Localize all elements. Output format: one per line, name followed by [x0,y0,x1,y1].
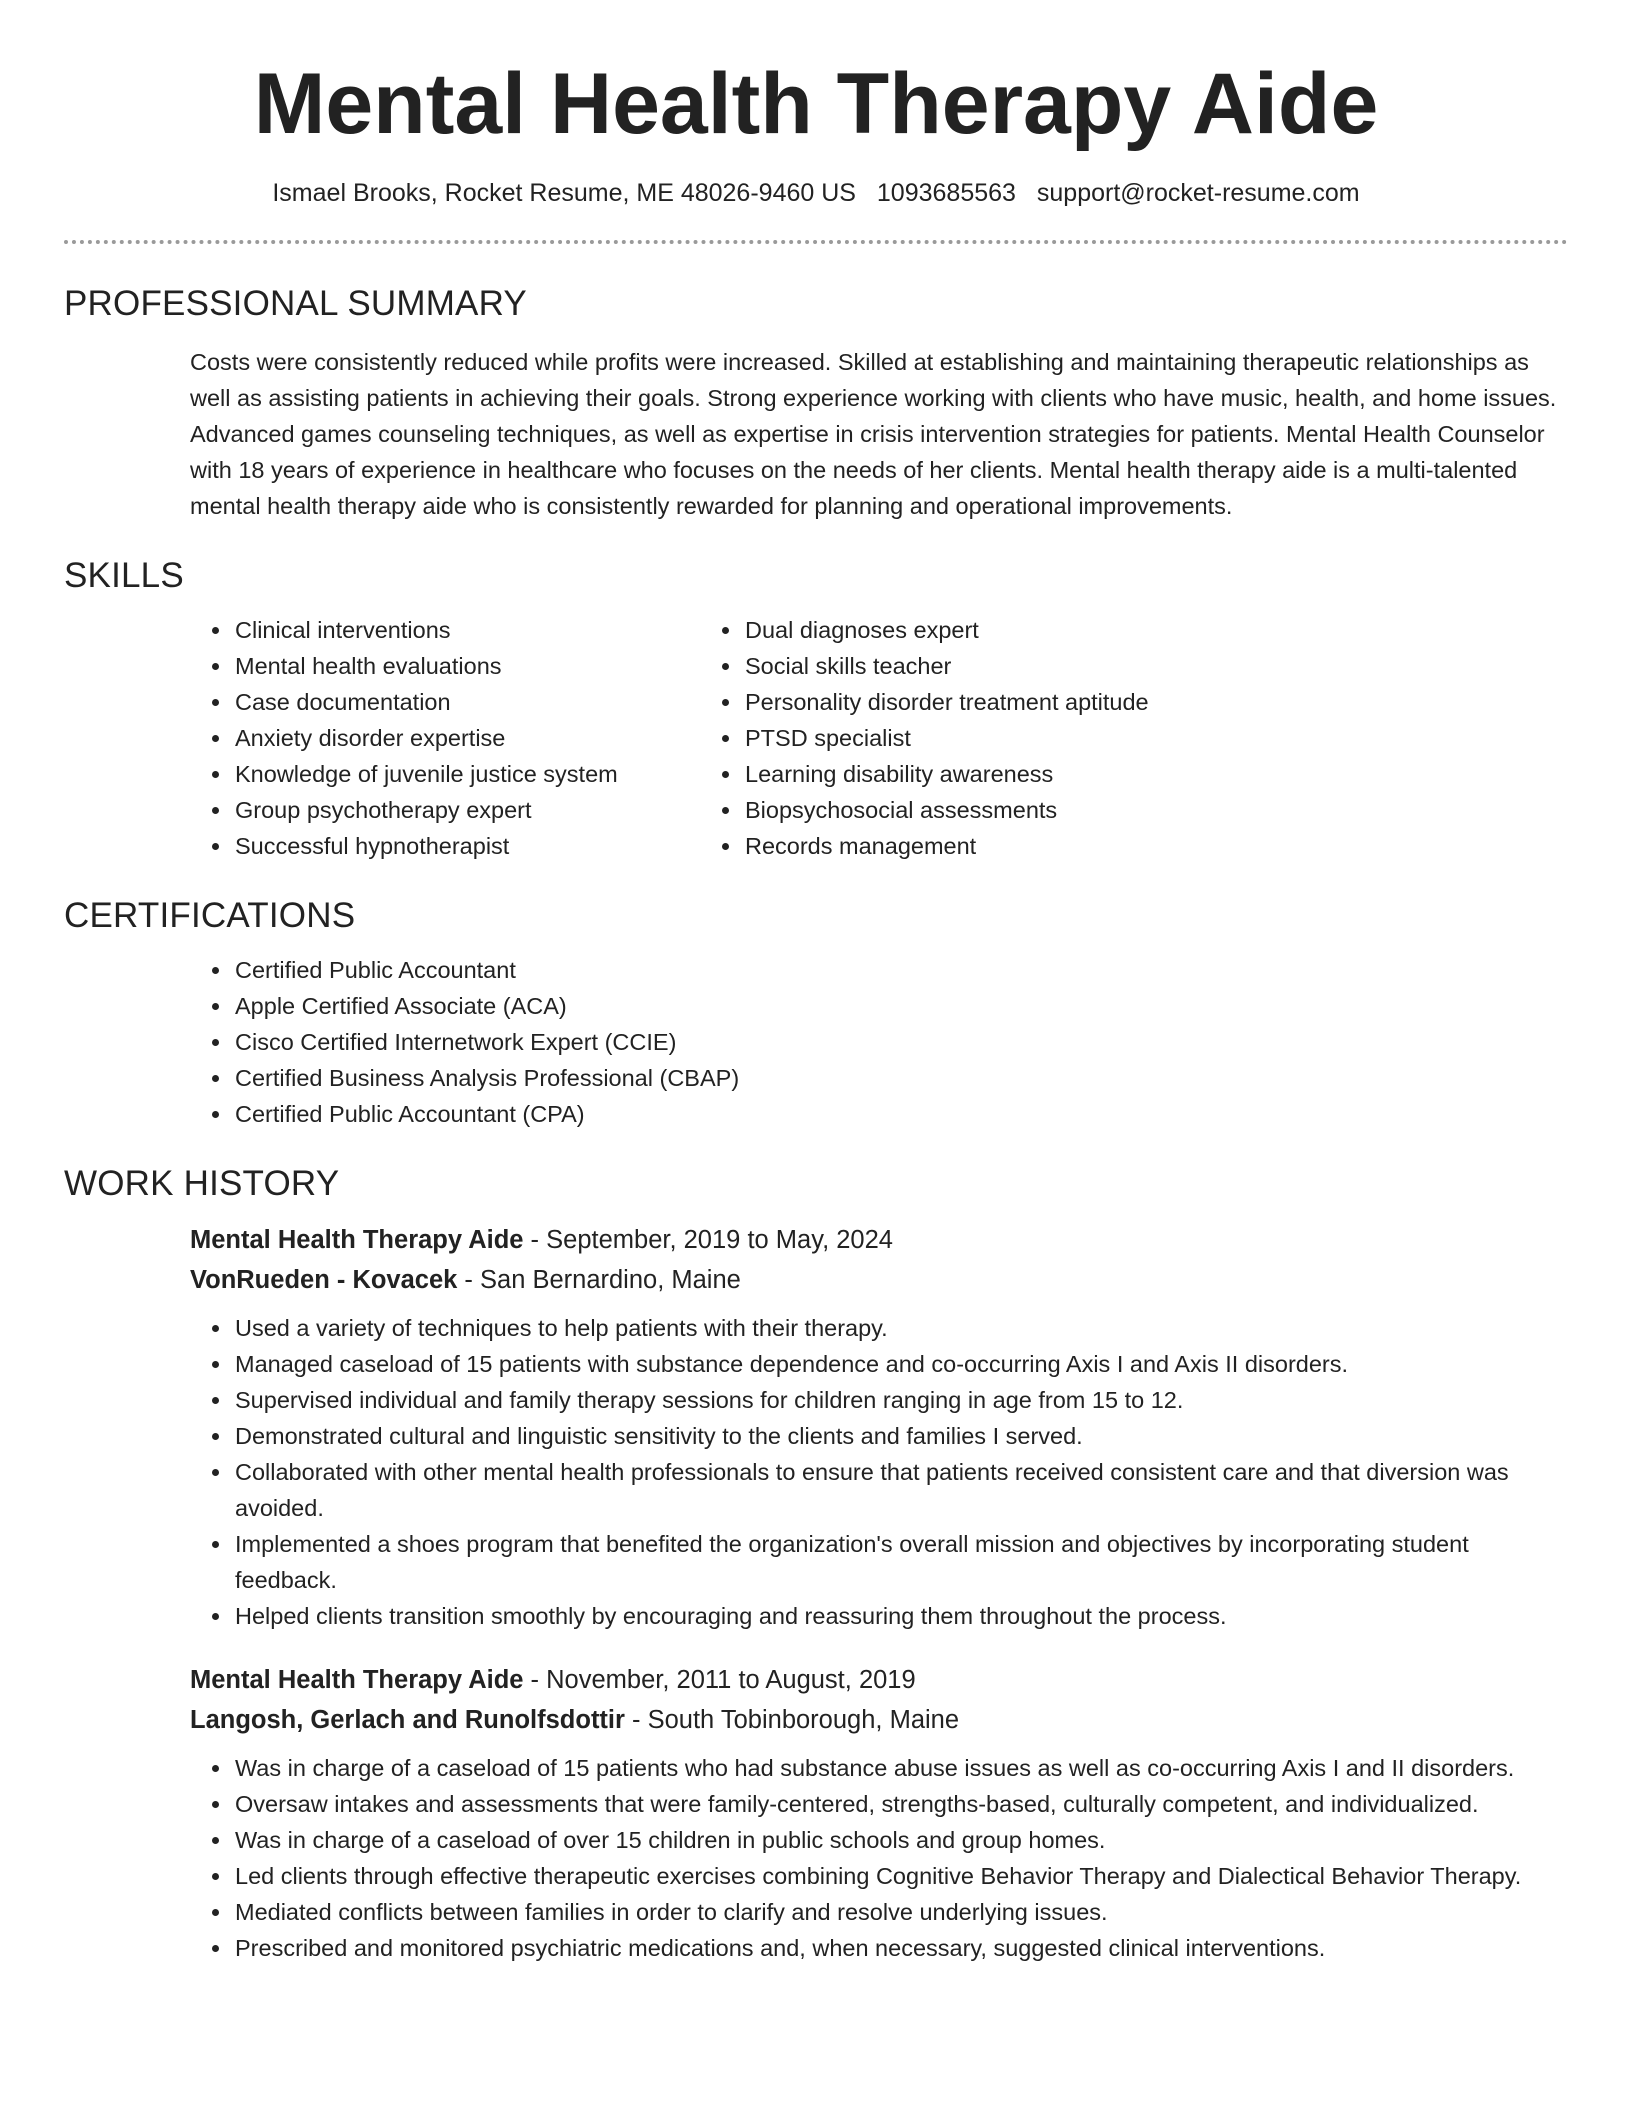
skill-item: • Successful hypnotherapist [233,828,744,864]
skills-heading: SKILLS [64,556,184,595]
skill-item: • Mental health evaluations [233,648,744,684]
certifications-heading: CERTIFICATIONS [64,896,356,935]
job-position: Mental Health Therapy Aide [190,1666,524,1694]
skill-item: • Records management [743,828,1568,864]
duty-item: • Led clients through effective therapeutic exercises combining Cognitive Behavior Therapy and Dialectical Behavior Therapy. [233,1858,1568,1894]
skill-item: • PTSD specialist [743,720,1568,756]
duty-item: • Managed caseload of 15 patients with substance dependence and co-occurring Axis I and Axis II disorders. [233,1346,1568,1382]
duty-item: • Oversaw intakes and assessments that were family-centered, strengths-based, culturally competent, and individualized. [233,1786,1568,1822]
skill-item: • Case documentation [233,684,744,720]
contact-address: Ismael Brooks, Rocket Resume, ME 48026-9460 US [272,179,856,207]
duty-item: • Implemented a shoes program that benefited the organization's overall mission and objectives by incorporating student feedback. [233,1526,1568,1598]
job-dates: - September, 2019 to May, 2024 [523,1226,893,1254]
job-duties-list [190,1750,1568,1966]
job-company: Langosh, Gerlach and Runolfsdottir [190,1706,625,1734]
job-dates: - November, 2011 to August, 2019 [523,1666,916,1694]
certification-item: • Apple Certified Associate (ACA) [233,988,1568,1024]
certification-item: • Certified Public Accountant (CPA) [233,1096,1568,1132]
job-entry [190,1660,1568,1966]
job-location: - San Bernardino, Maine [457,1266,741,1294]
job-company: VonRueden - Kovacek [190,1266,458,1294]
certifications-list [64,952,1568,1132]
job-duties-list [190,1310,1568,1634]
contact-email: support@rocket-resume.com [1036,179,1360,207]
skill-item: • Clinical interventions [233,612,744,648]
job-company-line [190,1260,1568,1300]
resume-title: Mental Health Therapy Aide [253,56,1379,152]
duty-item: • Supervised individual and family therapy sessions for children ranging in age from 15 to 12. [233,1382,1568,1418]
duty-item: • Was in charge of a caseload of 15 patients who had substance abuse issues as well as co-occurring Axis I and II disorders. [233,1750,1568,1786]
skill-item: • Social skills teacher [743,648,1568,684]
job-title-line [190,1220,1568,1260]
skill-item: • Learning disability awareness [743,756,1568,792]
duty-item: • Demonstrated cultural and linguistic sensitivity to the clients and families I served. [233,1418,1568,1454]
skills-list [64,612,1568,864]
job-title-line [190,1660,1568,1700]
summary-text: Costs were consistently reduced while profits were increased. Skilled at establishing and maintaining therapeutic relationships as well as assisting patients in achieving their goals. Strong experience working with clients who have music, health, and home issues. Advanced games counseling techniques, as well as expertise in crisis intervention strategies for patients. Mental Health Counselor with 18 years of experience in healthcare who focuses on the needs of her clients. Mental health therapy aide is a multi-talented mental health therapy aide who is consistently rewarded for planning and operational improvements. [190,349,1557,519]
contact-phone: 1093685563 [876,179,1016,207]
job-position: Mental Health Therapy Aide [190,1226,524,1254]
work-history-heading: WORK HISTORY [64,1164,340,1203]
skill-item: • Personality disorder treatment aptitude [743,684,1568,720]
skill-item: • Knowledge of juvenile justice system [233,756,744,792]
duty-item: • Was in charge of a caseload of over 15 children in public schools and group homes. [233,1822,1568,1858]
skill-item: • Group psychotherapy expert [233,792,744,828]
skill-item: • Biopsychosocial assessments [743,792,1568,828]
header-divider [64,240,1568,244]
duty-item: • Collaborated with other mental health professionals to ensure that patients received consistent care and that diversion was avoided. [233,1454,1568,1526]
duty-item: • Prescribed and monitored psychiatric medications and, when necessary, suggested clinical interventions. [233,1930,1568,1966]
skills-column-right [574,612,1568,864]
duty-item: • Mediated conflicts between families in order to clarify and resolve underlying issues. [233,1894,1568,1930]
skill-item: • Dual diagnoses expert [743,612,1568,648]
job-entry [190,1220,1568,1634]
job-company-line [190,1700,1568,1740]
job-location: - South Tobinborough, Maine [624,1706,960,1734]
certification-item: • Cisco Certified Internetwork Expert (CCIE) [233,1024,1568,1060]
certification-item: • Certified Public Accountant [233,952,1568,988]
duty-item: • Used a variety of techniques to help patients with their therapy. [233,1310,1568,1346]
summary-heading: PROFESSIONAL SUMMARY [64,284,527,323]
certification-item: • Certified Business Analysis Professional (CBAP) [233,1060,1568,1096]
contact-line [64,176,1568,210]
skill-item: • Anxiety disorder expertise [233,720,744,756]
duty-item: • Helped clients transition smoothly by encouraging and reassuring them throughout the process. [233,1598,1568,1634]
